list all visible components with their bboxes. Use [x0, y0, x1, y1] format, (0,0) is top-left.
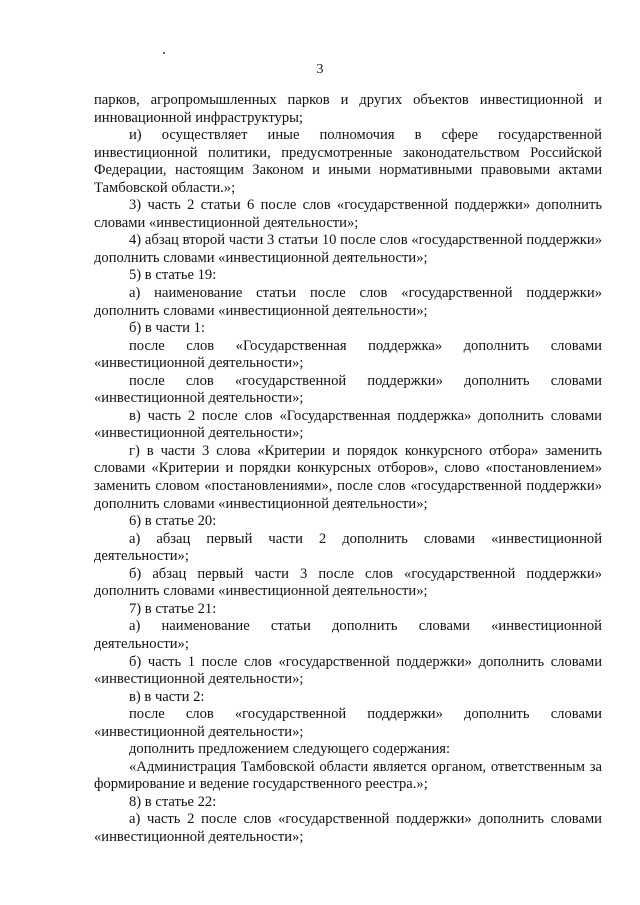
- paragraph: б) в части 1:: [129, 320, 205, 337]
- paragraph: в) часть 2 после слов «Государственная поддержка» дополнить словами «инвестиционной деятельности»;: [94, 407, 602, 442]
- paragraph: 6) в статье 20:: [129, 513, 217, 530]
- paragraph: а) абзац первый части 2 дополнить словами «инвестиционной деятельности»;: [94, 530, 602, 565]
- paragraph: 3) часть 2 статьи 6 после слов «государственной поддержки» дополнить словами «инвестиционной деятельности»;: [94, 197, 602, 231]
- paragraph: после слов «Государственная поддержка» дополнить словами «инвестиционной деятельности»;: [94, 337, 602, 372]
- page-number: 3: [316, 62, 324, 77]
- paragraph: а) часть 2 после слов «государственной поддержки» дополнить словами «инвестиционной деятельности»;: [94, 811, 602, 845]
- paragraph: и) осуществляет иные полномочия в сфере государственной инвестиционной политики, предусмотренные законодательством Российской Федерации, настоящим Законом и иными нормативными правовыми актами Тамбовской области.»;: [94, 127, 602, 196]
- paragraph: после слов «государственной поддержки» дополнить словами «инвестиционной деятельности»;: [94, 706, 602, 740]
- paragraph: дополнить предложением следующего содержания:: [129, 741, 451, 758]
- paragraph: а) наименование статьи после слов «государственной поддержки» дополнить словами «инвестиционной деятельности»;: [94, 285, 602, 319]
- paragraph: 8) в статье 22:: [129, 793, 217, 810]
- scan-mark: [163, 52, 165, 54]
- paragraph: 4) абзац второй части 3 статьи 10 после слов «государственной поддержки» дополнить словами «инвестиционной деятельности»;: [94, 232, 602, 266]
- paragraph: парков, агропромышленных парков и других объектов инвестиционной и инновационной инфраструктуры;: [94, 92, 602, 126]
- paragraph: после слов «государственной поддержки» дополнить словами «инвестиционной деятельности»;: [94, 372, 602, 407]
- paragraph: г) в части 3 слова «Критерии и порядок конкурсного отбора» заменить словами «Критерии и порядки конкурсных отборов», слово «постановлением» заменить словом «постановлениями», после слов «государственной поддержки» дополнить словами «инвестиционной деятельности»;: [94, 442, 602, 512]
- paragraph: б) часть 1 после слов «государственной поддержки» дополнить словами «инвестиционной деятельности»;: [94, 653, 602, 688]
- paragraph: 5) в статье 19:: [129, 267, 217, 284]
- document-body: [94, 92, 602, 847]
- paragraph: 7) в статье 21:: [129, 600, 217, 617]
- paragraph: в) в части 2:: [129, 688, 205, 705]
- paragraph: «Администрация Тамбовской области является органом, ответственным за формирование и ведение государственного реестра.»;: [94, 758, 602, 793]
- paragraph: а) наименование статьи дополнить словами «инвестиционной деятельности»;: [94, 618, 602, 652]
- paragraph: б) абзац первый части 3 после слов «государственной поддержки» дополнить словами «инвестиционной деятельности»;: [94, 565, 602, 600]
